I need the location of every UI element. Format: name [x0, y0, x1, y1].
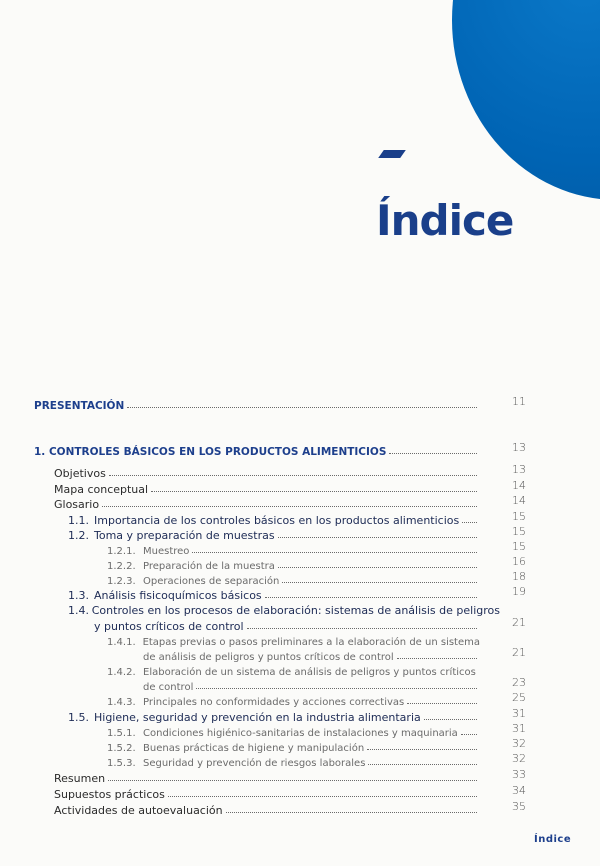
toc-entry-1-5-1[interactable]	[107, 723, 480, 739]
toc-entry-presentacion[interactable]	[34, 396, 480, 412]
toc-number: 1.5.2.	[107, 743, 136, 754]
toc-page-number: 14	[512, 479, 526, 492]
toc-page-number: 15	[512, 510, 526, 523]
toc-entry-1-2-1[interactable]	[107, 541, 480, 557]
toc-label: Mapa conceptual	[54, 483, 149, 496]
toc-label-continuation: de control	[143, 682, 194, 693]
toc-entry-glosario[interactable]	[54, 495, 480, 511]
toc-number: 1.4.3.	[107, 697, 136, 708]
toc-label: Principales no conformidades y acciones correctivas	[143, 697, 405, 708]
toc-label: Supuestos prácticos	[54, 788, 165, 801]
toc-number: 1.3.	[68, 589, 89, 602]
toc-number: 1.5.3.	[107, 758, 136, 769]
toc-label: Controles en los procesos de elaboración: sistemas de análisis de peligros	[91, 604, 500, 617]
dot-leader	[278, 537, 477, 538]
toc-page-number: 32	[512, 752, 526, 765]
toc-label: Muestreo	[143, 546, 190, 557]
toc-entry-1-4-3[interactable]	[107, 692, 480, 708]
toc-entry-resumen[interactable]	[54, 769, 480, 785]
toc-entry-1-2-3[interactable]	[107, 571, 480, 587]
toc-number: 1.2.1.	[107, 546, 136, 557]
dot-leader	[407, 703, 477, 704]
toc-entry-1-4-1-line1[interactable]	[107, 632, 480, 648]
dot-leader	[462, 522, 477, 523]
toc-label: Actividades de autoevaluación	[54, 804, 223, 817]
toc-entry-1-1[interactable]	[68, 511, 480, 527]
dot-leader	[368, 764, 477, 765]
toc-page-number: 16	[512, 555, 526, 568]
dot-leader	[192, 552, 477, 553]
toc-label: Análisis fisicoquímicos básicos	[94, 589, 262, 602]
toc-entry-1-2-2[interactable]	[107, 556, 480, 572]
toc-page-number: 25	[512, 691, 526, 704]
toc-number: 1.4.2.	[107, 667, 136, 678]
toc-entry-chapter-1[interactable]	[34, 442, 480, 458]
toc-entry-1-4-2-line2[interactable]	[143, 677, 480, 693]
toc-number: 1.2.	[68, 529, 89, 542]
toc-label: 1. CONTROLES BÁSICOS EN LOS PRODUCTOS ALIMENTICIOS	[34, 446, 387, 458]
toc-page-number: 18	[512, 570, 526, 583]
dot-leader	[196, 688, 477, 689]
toc-entry-supuestos-practicos[interactable]	[54, 785, 480, 801]
toc-entry-1-4-2-line1[interactable]	[107, 662, 480, 678]
toc-label: Seguridad y prevención de riesgos laborales	[143, 758, 366, 769]
footer-section-label: Índice	[534, 834, 572, 845]
toc-entry-1-3[interactable]	[68, 586, 480, 602]
dot-leader	[397, 658, 477, 659]
dot-leader	[127, 407, 477, 408]
dot-leader	[389, 453, 477, 454]
toc-entry-1-4-1-line2[interactable]	[143, 647, 480, 663]
toc-page-number: 33	[512, 768, 526, 781]
dot-leader	[282, 582, 477, 583]
toc-label: Objetivos	[54, 467, 106, 480]
toc-page-number: 35	[512, 800, 526, 813]
toc-entry-1-5[interactable]	[68, 708, 480, 724]
toc-page-number: 14	[512, 494, 526, 507]
toc-page-number: 31	[512, 722, 526, 735]
toc-number: 1.4.1.	[107, 637, 136, 648]
toc-page-number: 15	[512, 525, 526, 538]
toc-page-number: 23	[512, 676, 526, 689]
toc-page-number: 13	[512, 441, 526, 454]
toc-number: 1.2.3.	[107, 576, 136, 587]
dot-leader	[168, 796, 477, 797]
dot-leader	[108, 780, 477, 781]
toc-label: PRESENTACIÓN	[34, 400, 125, 412]
toc-page-number: 21	[512, 616, 526, 629]
toc-number: 1.1.	[68, 514, 89, 527]
dot-leader	[461, 734, 477, 735]
toc-label-continuation: y puntos críticos de control	[94, 620, 244, 633]
toc-label: Resumen	[54, 772, 106, 785]
toc-page-number: 32	[512, 737, 526, 750]
toc-label: Condiciones higiénico-sanitarias de instalaciones y maquinaria	[143, 728, 458, 739]
toc-entry-1-4-line1[interactable]	[68, 601, 500, 617]
toc-page-number: 13	[512, 463, 526, 476]
toc-label: Elaboración de un sistema de análisis de peligros y puntos críticos	[143, 667, 476, 678]
toc-number: 1.5.1.	[107, 728, 136, 739]
toc-label: Operaciones de separación	[143, 576, 280, 587]
dot-leader	[109, 475, 477, 476]
dot-leader	[265, 597, 477, 598]
toc-label: Preparación de la muestra	[143, 561, 275, 572]
dot-leader	[102, 506, 477, 507]
toc-entry-1-5-2[interactable]	[107, 738, 480, 754]
toc-entry-1-4-line2[interactable]	[94, 617, 480, 633]
toc-page-number: 11	[512, 395, 526, 408]
toc-label-continuation: de análisis de peligros y puntos críticos de control	[143, 652, 394, 663]
dot-leader	[247, 628, 477, 629]
toc-page-number: 21	[512, 646, 526, 659]
toc-page-number: 31	[512, 707, 526, 720]
toc-number: 1.4.	[68, 604, 89, 617]
toc-label: Toma y preparación de muestras	[94, 529, 275, 542]
dot-leader	[424, 719, 477, 720]
toc-page-number: 15	[512, 540, 526, 553]
toc-entry-actividades-autoevaluacion[interactable]	[54, 801, 480, 817]
toc-label: Higiene, seguridad y prevención en la industria alimentaria	[94, 711, 421, 724]
page-title: Índice	[376, 196, 514, 245]
toc-number: 1.2.2.	[107, 561, 136, 572]
toc-entry-1-5-3[interactable]	[107, 753, 480, 769]
toc-label: Buenas prácticas de higiene y manipulación	[143, 743, 365, 754]
dot-leader	[151, 491, 477, 492]
toc-entry-1-2[interactable]	[68, 526, 480, 542]
dot-leader	[367, 749, 477, 750]
dot-leader	[278, 567, 477, 568]
toc-entry-objetivos[interactable]	[54, 464, 480, 480]
toc-number: 1.5.	[68, 711, 89, 724]
toc-page-number: 19	[512, 585, 526, 598]
dot-leader	[226, 812, 477, 813]
toc-entry-mapa-conceptual[interactable]	[54, 480, 480, 496]
toc-label: Glosario	[54, 498, 100, 511]
toc-label: Etapas previas o pasos preliminares a la elaboración de un sistema	[142, 637, 480, 648]
toc-label: Importancia de los controles básicos en los productos alimenticios	[94, 514, 460, 527]
toc-page-number: 34	[512, 784, 526, 797]
